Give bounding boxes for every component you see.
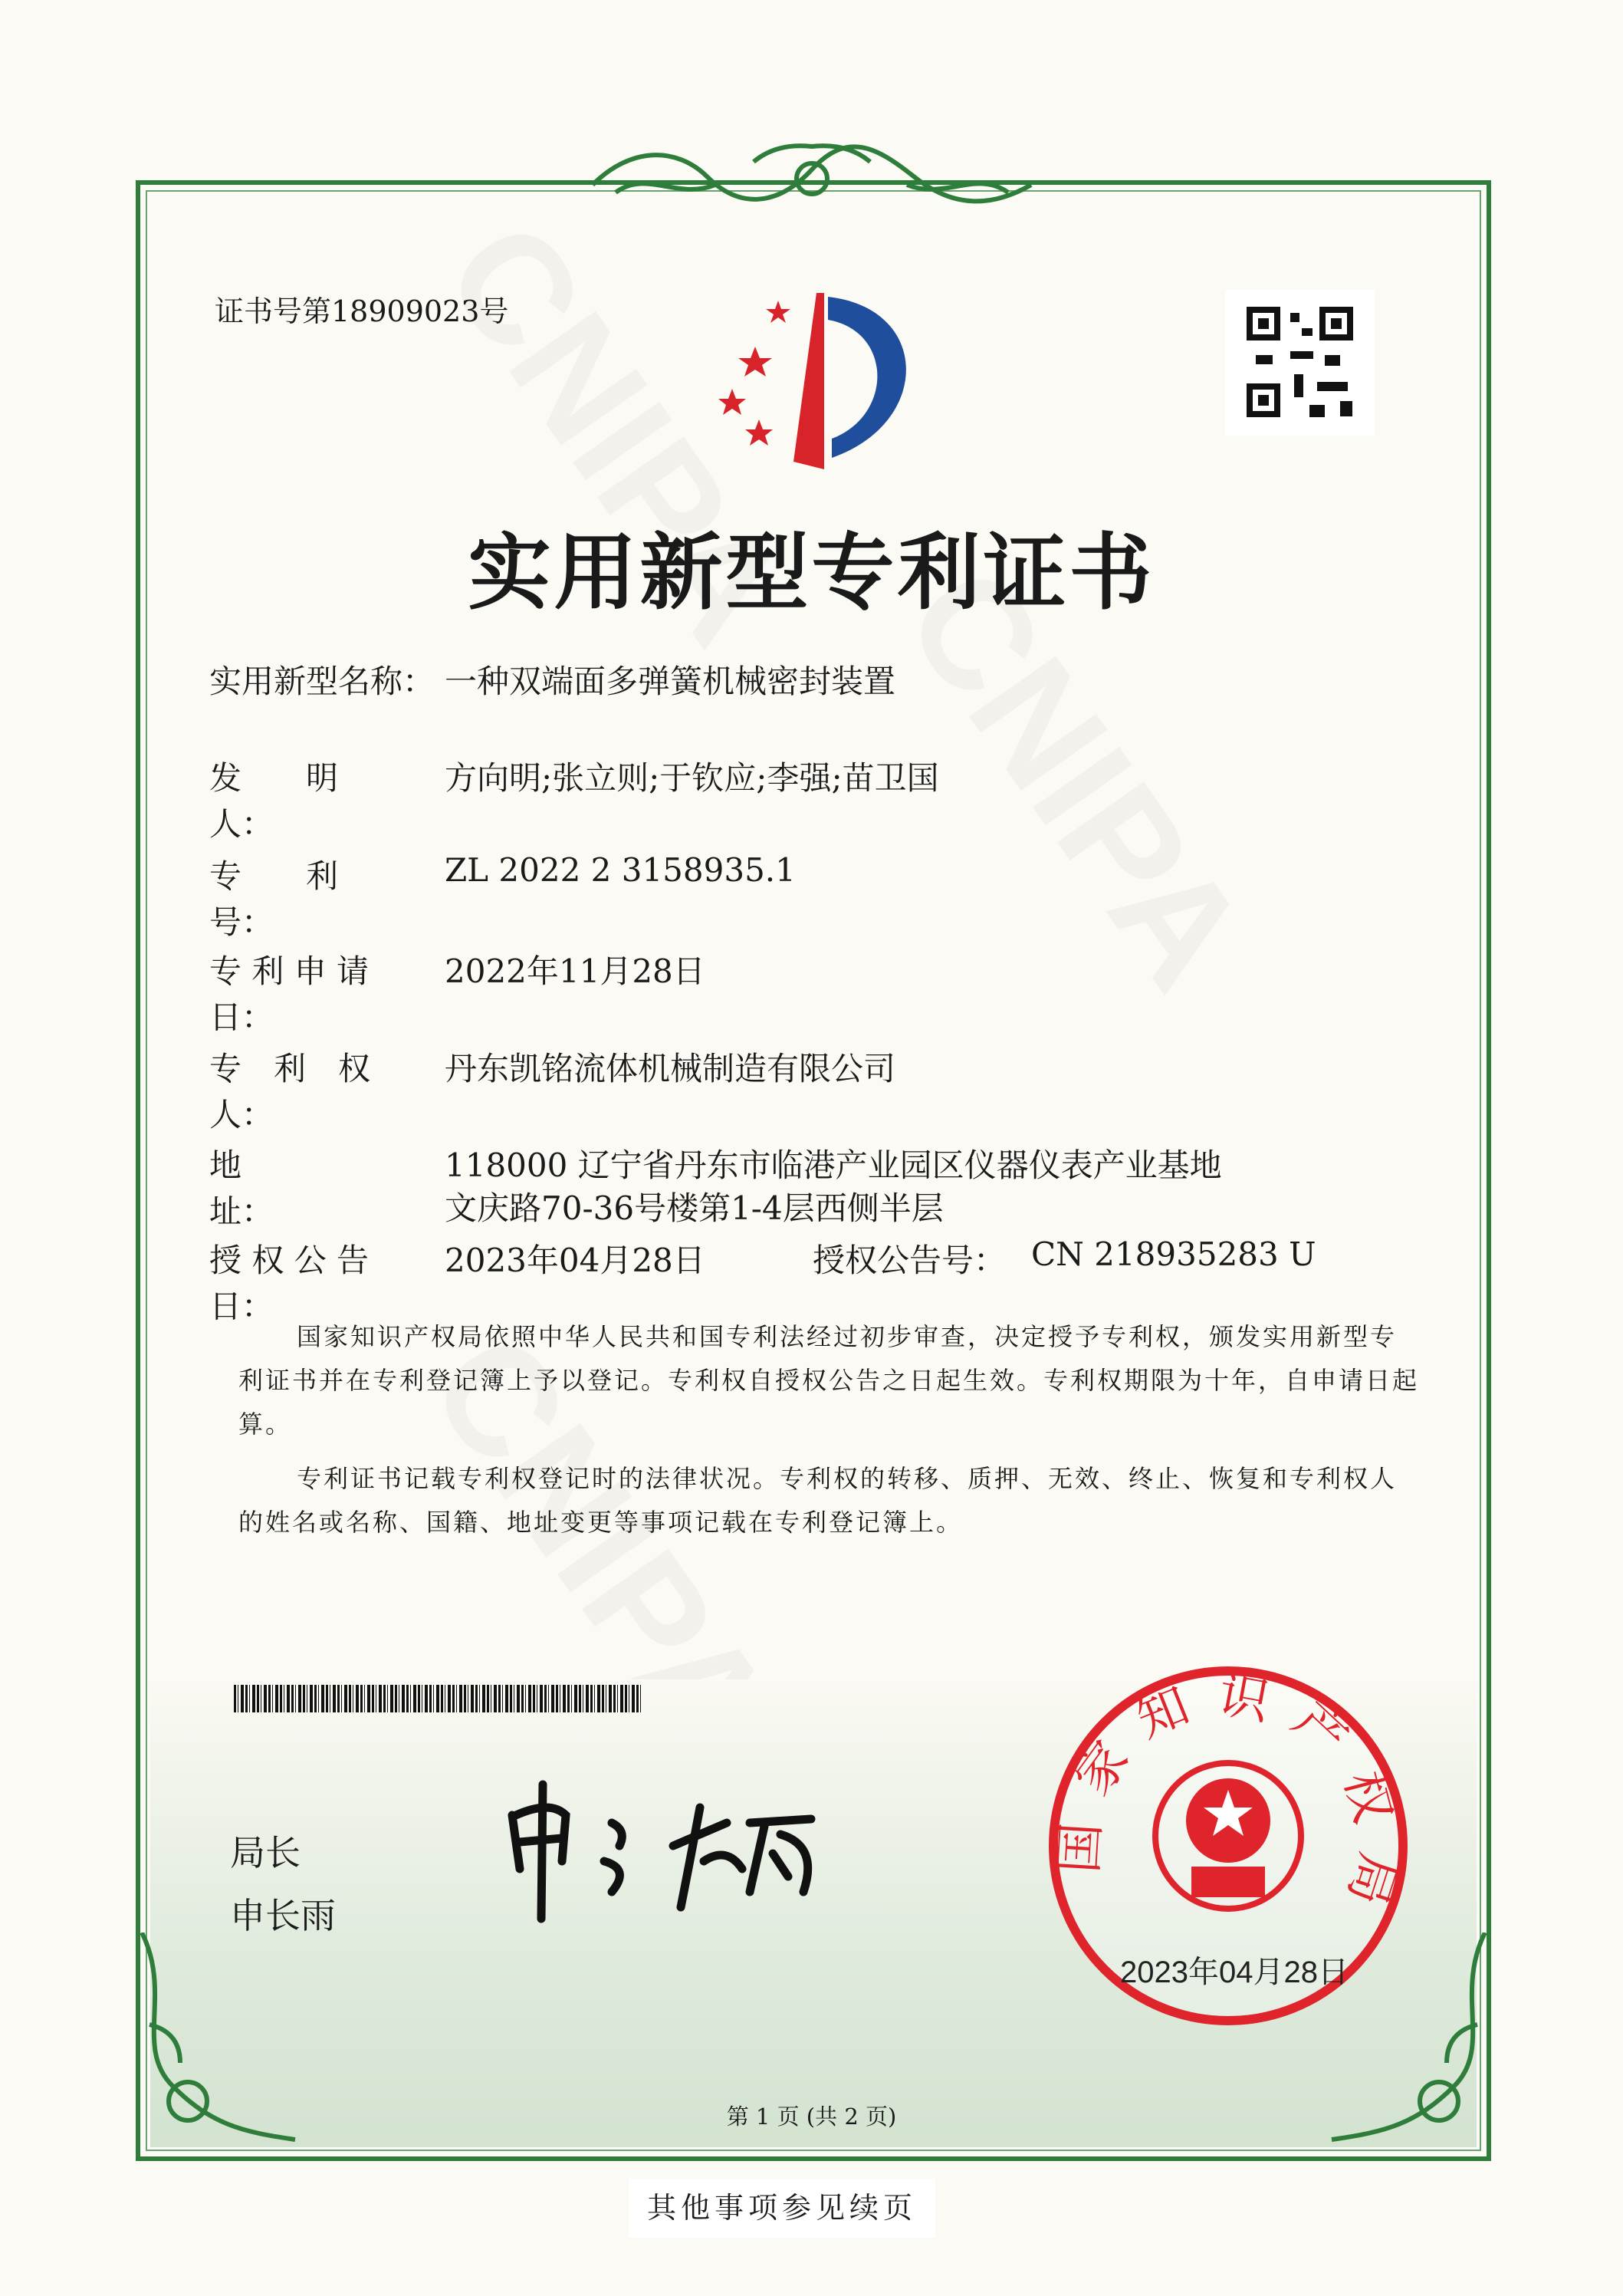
seal-date: 2023年04月28日 [1120, 1956, 1349, 1989]
field-value-patentee: 丹东凯铭流体机械制造有限公司 [445, 1050, 896, 1087]
field-label-filing-date: 专 利 申 请 日： [209, 952, 370, 1036]
field-value-patent-no: ZL 2022 2 3158935.1 [445, 851, 796, 889]
continued-note: 其他事项参见续页 [629, 2179, 935, 2238]
field-label-name: 实用新型名称： [209, 663, 435, 700]
field-label-grant-no: 授权公告号： [813, 1242, 1007, 1279]
statement [238, 1315, 1419, 1544]
signature-icon [497, 1777, 826, 1926]
official-title: 局长 [230, 1832, 301, 1873]
barcode [234, 1685, 643, 1712]
field-value-address-line2: 文庆路70-36号楼第1-4层西侧半层 [445, 1189, 944, 1227]
field-value-filing-date: 2022年11月28日 [445, 952, 705, 990]
certificate-number: 证书号第18909023号 [215, 294, 509, 328]
seal-text: 国家知识产权局 [1049, 1664, 1409, 1935]
field-label-patentee: 专 利 权 人： [209, 1050, 403, 1133]
field-label-grant-date: 授 权 公 告 日： [209, 1242, 370, 1325]
page-footer: 第 1 页 (共 2 页) [726, 2104, 897, 2130]
official-name: 申长雨 [230, 1895, 336, 1936]
field-value-address: 118000 辽宁省丹东市临港产业园区仪器仪表产业基地 [445, 1146, 1222, 1184]
statement-paragraph: 国家知识产权局依照中华人民共和国专利法经过初步审查，决定授予专利权，颁发实用新型专利证书并在专利登记簿上予以登记。专利权自授权公告之日起生效。专利权期限为十年，自申请日起算。 [238, 1322, 1420, 1439]
certificate-title: 实用新型专利证书 [468, 525, 1155, 621]
field-value-inventors: 方向明;张立则;于钦应;李强;苗卫国 [445, 759, 939, 797]
qr-code-icon [1225, 290, 1375, 436]
statement-paragraph: 专利证书记载专利权登记时的法律状况。专利权的转移、质押、无效、终止、恢复和专利权人的姓名或名称、国籍、地址变更等事项记载在专利登记簿上。 [238, 1464, 1398, 1537]
field-label-inventors: 发 明 人： [209, 759, 403, 843]
field-value-name: 一种双端面多弹簧机械密封装置 [445, 663, 896, 700]
cnipa-logo-icon [701, 285, 931, 469]
field-label-address: 地 址： [209, 1146, 403, 1230]
field-value-grant-no: CN 218935283 U [1031, 1235, 1316, 1273]
field-label-patent-no: 专 利 号： [209, 857, 403, 941]
field-value-grant-date: 2023年04月28日 [445, 1242, 705, 1279]
ornament-top-icon [585, 139, 1039, 219]
